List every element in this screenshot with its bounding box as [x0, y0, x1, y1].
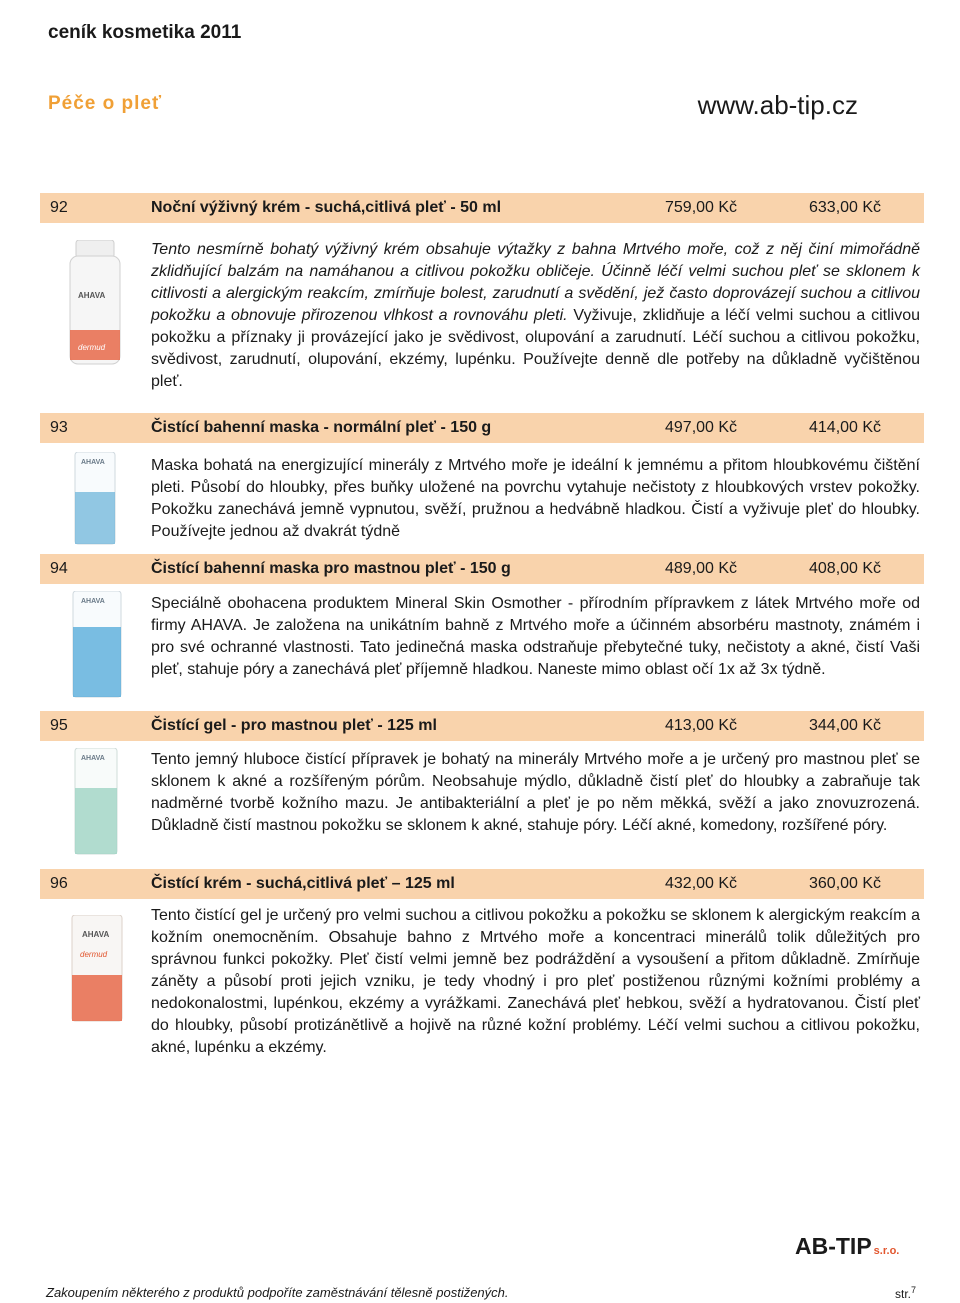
page-number-value: 7: [911, 1285, 917, 1295]
price-without-vat: 408,00 Kč: [809, 560, 882, 577]
logo-main: AB-TIP: [795, 1233, 872, 1259]
price-with-vat: 497,00 Kč: [665, 419, 738, 436]
product-number: 93: [50, 419, 68, 436]
product-image-oily-mask-tube: [65, 591, 130, 701]
product-number: 94: [50, 560, 68, 577]
price-with-vat: 759,00 Kč: [665, 199, 738, 216]
product-description-92: [151, 239, 920, 393]
product-description-95: Tento jemný hluboce čistící přípravek je bohatý na minerály Mrtvého moře a je určený pro mastnou pleť se sklonem k akné a rozšířeným pórům. Neobsahuje mýdlo, důkladně čistí pleť do hloubky a zabraňuje tak nadměrné tvorbě kožního mazu. Je antibakteriální a pleť je po něm měkká, svěží a jako znovuzrozená. Důkladně čistí mastnou pokožku se sklonem k akné, stahuje póry. Léčí akné, komedony, rozšířené póry.: [151, 751, 920, 834]
price-without-vat: 414,00 Kč: [809, 419, 882, 436]
product-header-95: [40, 711, 924, 741]
product-number: 95: [50, 717, 68, 734]
document-title: ceník kosmetika 2011: [48, 22, 242, 43]
product-image-cleansing-cream-tube: [62, 915, 132, 1025]
product-header-96: [40, 869, 924, 899]
footer-note: Zakoupením některého z produktů podpoříte zaměstnávání tělesně postižených.: [46, 1285, 509, 1300]
description-body: Vyživuje, zklidňuje a léčí velmi suchou a citlivou pokožku a příznaky ji provázející jako je svědivost, olupování a zarudnutí. Léčí suchou a citlivou pokožku, svědivost, zarudnutí, olupování, ekzémy, lupénku. Používejte denně dle potřeby na důkladně vyčištěnou pleť.: [151, 307, 920, 390]
price-with-vat: 489,00 Kč: [665, 560, 738, 577]
product-image-mud-mask-tube: [65, 452, 125, 547]
product-name: Čistící krém - suchá,citlivá pleť – 125 ml: [151, 875, 455, 892]
product-description-93: Maska bohatá na energizující minerály z Mrtvého moře je ideální k jemnému a přitom hloubkovému čištění pleti. Působí do hloubky, přes buňky uložené na povrchu vytahuje nečistoty z hloubkových vrstev pokožky. Pokožku zanechává jemně vypnutou, svěží, pružnou a hedvábně hladkou. Čistí a vyživuje pleť do hloubky. Používejte jednou až dvakrát týdně: [151, 457, 920, 540]
product-image-sublabel: dermud: [78, 343, 106, 352]
page-number: [895, 1285, 916, 1301]
product-image-sublabel: dermud: [80, 950, 108, 959]
product-image-label: AHAVA: [78, 291, 106, 300]
product-image-night-cream-jar: [60, 240, 130, 370]
product-image-label: AHAVA: [81, 598, 105, 605]
product-header-93: [40, 413, 924, 443]
product-number: 92: [50, 199, 68, 216]
product-description-94: Speciálně obohacena produktem Mineral Skin Osmother - přírodním přípravkem z látek Mrtvého moře od firmy AHAVA. Je založena na unikátním bahně z Mrtvého moře a účinném absorbéru mastnoty, známém i pro své ochranné vlastnosti. Tato jedinečná maska odstraňuje přebytečné tuky, nečistoty a akné, čistí Vaši pleť, stahuje póry a zanechává pleť příjemně hladkou. Naneste mimo oblast očí 1x až 3x týdně.: [151, 595, 920, 678]
website-url[interactable]: www.ab-tip.cz: [697, 90, 858, 120]
product-header-94: [40, 554, 924, 584]
product-image-label: AHAVA: [81, 755, 105, 762]
price-without-vat: 344,00 Kč: [809, 717, 882, 734]
price-with-vat: 413,00 Kč: [665, 717, 738, 734]
product-name: Čistící bahenní maska - normální pleť - 150 g: [151, 419, 492, 436]
product-image-label: AHAVA: [81, 459, 105, 466]
product-number: 96: [50, 875, 68, 892]
logo-suffix: s.r.o.: [873, 1245, 900, 1257]
company-logo: [795, 1233, 899, 1260]
product-name: Čistící bahenní maska pro mastnou pleť - 150 g: [151, 560, 511, 577]
page-prefix: str.: [895, 1287, 912, 1301]
product-description-96: Tento čistící gel je určený pro velmi suchou a citlivou pokožku a pokožku se sklonem k alergickým reakcím a kožním onemocněním. Obsahuje bahno z Mrtvého moře a koncentraci minerálů tolik důležitých pro správnou funkci pokožky. Pleť čistí velmi jemně bez podráždění a vysoušení a přitom důkladně. Zmírňuje záněty a působí proti jejich vzniku, je tedy vhodný i pro pleť postiženou různými kožními problémy a nedokonalostmi, lupénkou, ekzémy a vyrážkami. Zanechává pleť hebkou, svěží a hydratovanou. Čistí pleť do hloubky, působí protizánětlivě a hojivě na různé kožní problémy. Léčí velmi suchou a citlivou pokožku, akné, lupénku a ekzémy.: [151, 907, 920, 1056]
price-with-vat: 432,00 Kč: [665, 875, 738, 892]
product-image-label: AHAVA: [82, 930, 110, 939]
product-name: Čistící gel - pro mastnou pleť - 125 ml: [151, 717, 437, 734]
product-header-92: [40, 193, 924, 223]
description-intro: Tento nesmírně bohatý výživný krém obsahuje výtažky z bahna Mrtvého moře, což z něj činí mimořádně zklidňující balzám na namáhanou a citlivou pokožku obličeje. Účinně léčí velmi suchou pleť se sklonem k citlivosti a alergickým reakcím, zmírňuje bolest, zarudnutí a svědění, jež často doprovázejí suchou a citlivou pokožku a obnovuje přirozenou vlhkost a rovnováhu pleti.: [151, 241, 920, 324]
product-image-cleansing-gel-tube: [65, 748, 125, 858]
price-without-vat: 633,00 Kč: [809, 199, 882, 216]
price-without-vat: 360,00 Kč: [809, 875, 882, 892]
section-title: Péče o pleť: [48, 93, 163, 114]
product-name: Noční výživný krém - suchá,citlivá pleť - 50 ml: [151, 199, 502, 216]
